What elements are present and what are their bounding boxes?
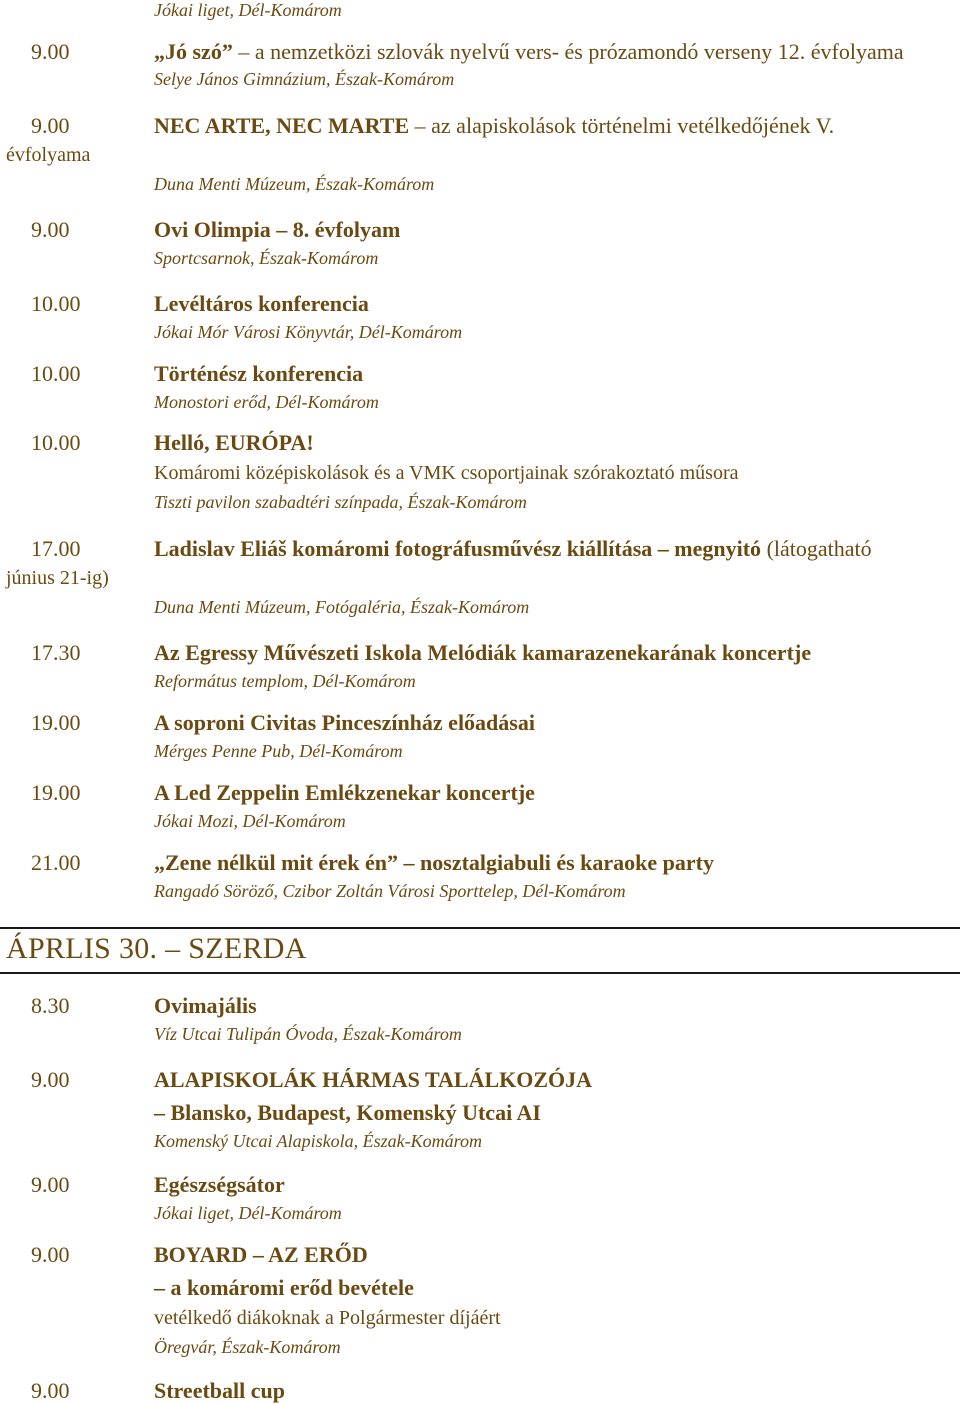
event-time: 9.00	[31, 1172, 70, 1197]
event-time: 9.00	[31, 217, 70, 242]
event-venue: Sportcsarnok, Észak-Komárom	[154, 248, 379, 268]
event-time: 9.00	[31, 1067, 70, 1092]
event-venue: Jókai Mozi, Dél-Komárom	[154, 811, 346, 831]
event-time: 10.00	[31, 361, 81, 386]
event-venue: Duna Menti Múzeum, Észak-Komárom	[154, 174, 435, 194]
event-title: ALAPISKOLÁK HÁRMAS TALÁLKOZÓJA	[154, 1067, 593, 1092]
event-title-rest: (látogatható	[761, 536, 872, 561]
event-subtitle: vetélkedő diákoknak a Polgármester díjáért	[154, 1307, 501, 1329]
event-time: 21.00	[31, 850, 81, 875]
event-time: 19.00	[31, 710, 81, 735]
event-title-bold: NEC ARTE, NEC MARTE	[154, 113, 410, 138]
event-time: 19.00	[31, 780, 81, 805]
event-title-bold: „Jó szó”	[154, 39, 233, 64]
event-time: 8.30	[31, 993, 70, 1018]
event-title: Ovimajális	[154, 993, 257, 1018]
event-title: BOYARD – AZ ERŐD	[154, 1242, 368, 1267]
event-time: 10.00	[31, 291, 81, 316]
event-venue: Rangadó Söröző, Czibor Zoltán Városi Sporttelep, Dél-Komárom	[154, 881, 626, 901]
event-title-line2: – Blansko, Budapest, Komenský Utcai AI	[154, 1100, 541, 1125]
event-venue: Selye János Gimnázium, Észak-Komárom	[154, 69, 455, 89]
event-venue: Komenský Utcai Alapiskola, Észak-Komárom	[154, 1131, 482, 1151]
day-heading: ÁPRLIS 30. – SZERDA	[6, 932, 307, 965]
event-title-wrap: évfolyama	[6, 144, 91, 166]
event-title: Egészségsátor	[154, 1172, 285, 1197]
event-title	[154, 39, 904, 65]
event-title	[154, 536, 872, 562]
event-title	[154, 113, 834, 139]
event-time: 17.30	[31, 640, 81, 665]
event-time: 10.00	[31, 430, 81, 455]
event-title: Ovi Olimpia – 8. évfolyam	[154, 217, 401, 242]
event-title-line2: – a komáromi erőd bevétele	[154, 1275, 414, 1300]
heading-rule-top	[0, 927, 960, 929]
heading-rule-bottom	[0, 972, 960, 974]
event-venue: Víz Utcai Tulipán Óvoda, Észak-Komárom	[154, 1024, 462, 1044]
event-venue: Monostori erőd, Dél-Komárom	[154, 392, 379, 412]
event-venue: Jókai Mór Városi Könyvtár, Dél-Komárom	[154, 322, 463, 342]
event-venue: Mérges Penne Pub, Dél-Komárom	[154, 741, 403, 761]
event-subtitle: Komáromi középiskolások és a VMK csoportjainak szórakoztató műsora	[154, 462, 739, 484]
event-title-wrap: június 21-ig)	[6, 567, 109, 589]
event-time: 9.00	[31, 1378, 70, 1403]
event-time: 9.00	[31, 1242, 70, 1267]
event-title: Történész konferencia	[154, 361, 364, 386]
event-title-rest: – a nemzetközi szlovák nyelvű vers- és prózamondó verseny 12. évfolyama	[232, 39, 904, 64]
event-venue: Duna Menti Múzeum, Fotógaléria, Észak-Komárom	[154, 597, 530, 617]
event-title: A soproni Civitas Pinceszínház előadásai	[154, 710, 535, 735]
event-title: Levéltáros konferencia	[154, 291, 369, 316]
event-title-bold: Ladislav Eliáš komáromi fotográfusművész kiállítása – megnyitó	[154, 536, 762, 561]
event-venue: Tiszti pavilon szabadtéri színpada, Észak-Komárom	[154, 492, 527, 512]
event-title: Az Egressy Művészeti Iskola Melódiák kamarazenekarának koncertje	[154, 640, 812, 665]
event-title-rest: – az alapiskolások történelmi vetélkedőjének V.	[409, 113, 835, 138]
event-venue: Jókai liget, Dél-Komárom	[154, 0, 342, 20]
event-title: Streetball cup	[154, 1378, 285, 1403]
event-venue: Református templom, Dél-Komárom	[154, 671, 416, 691]
event-time: 9.00	[31, 39, 70, 64]
event-venue: Jókai liget, Dél-Komárom	[154, 1203, 342, 1223]
event-time: 17.00	[31, 536, 81, 561]
event-title: A Led Zeppelin Emlékzenekar koncertje	[154, 780, 535, 805]
event-title: Helló, EURÓPA!	[154, 430, 314, 455]
event-time: 9.00	[31, 113, 70, 138]
event-title: „Zene nélkül mit érek én” – nosztalgiabuli és karaoke party	[154, 850, 714, 875]
event-venue: Öregvár, Észak-Komárom	[154, 1337, 341, 1357]
